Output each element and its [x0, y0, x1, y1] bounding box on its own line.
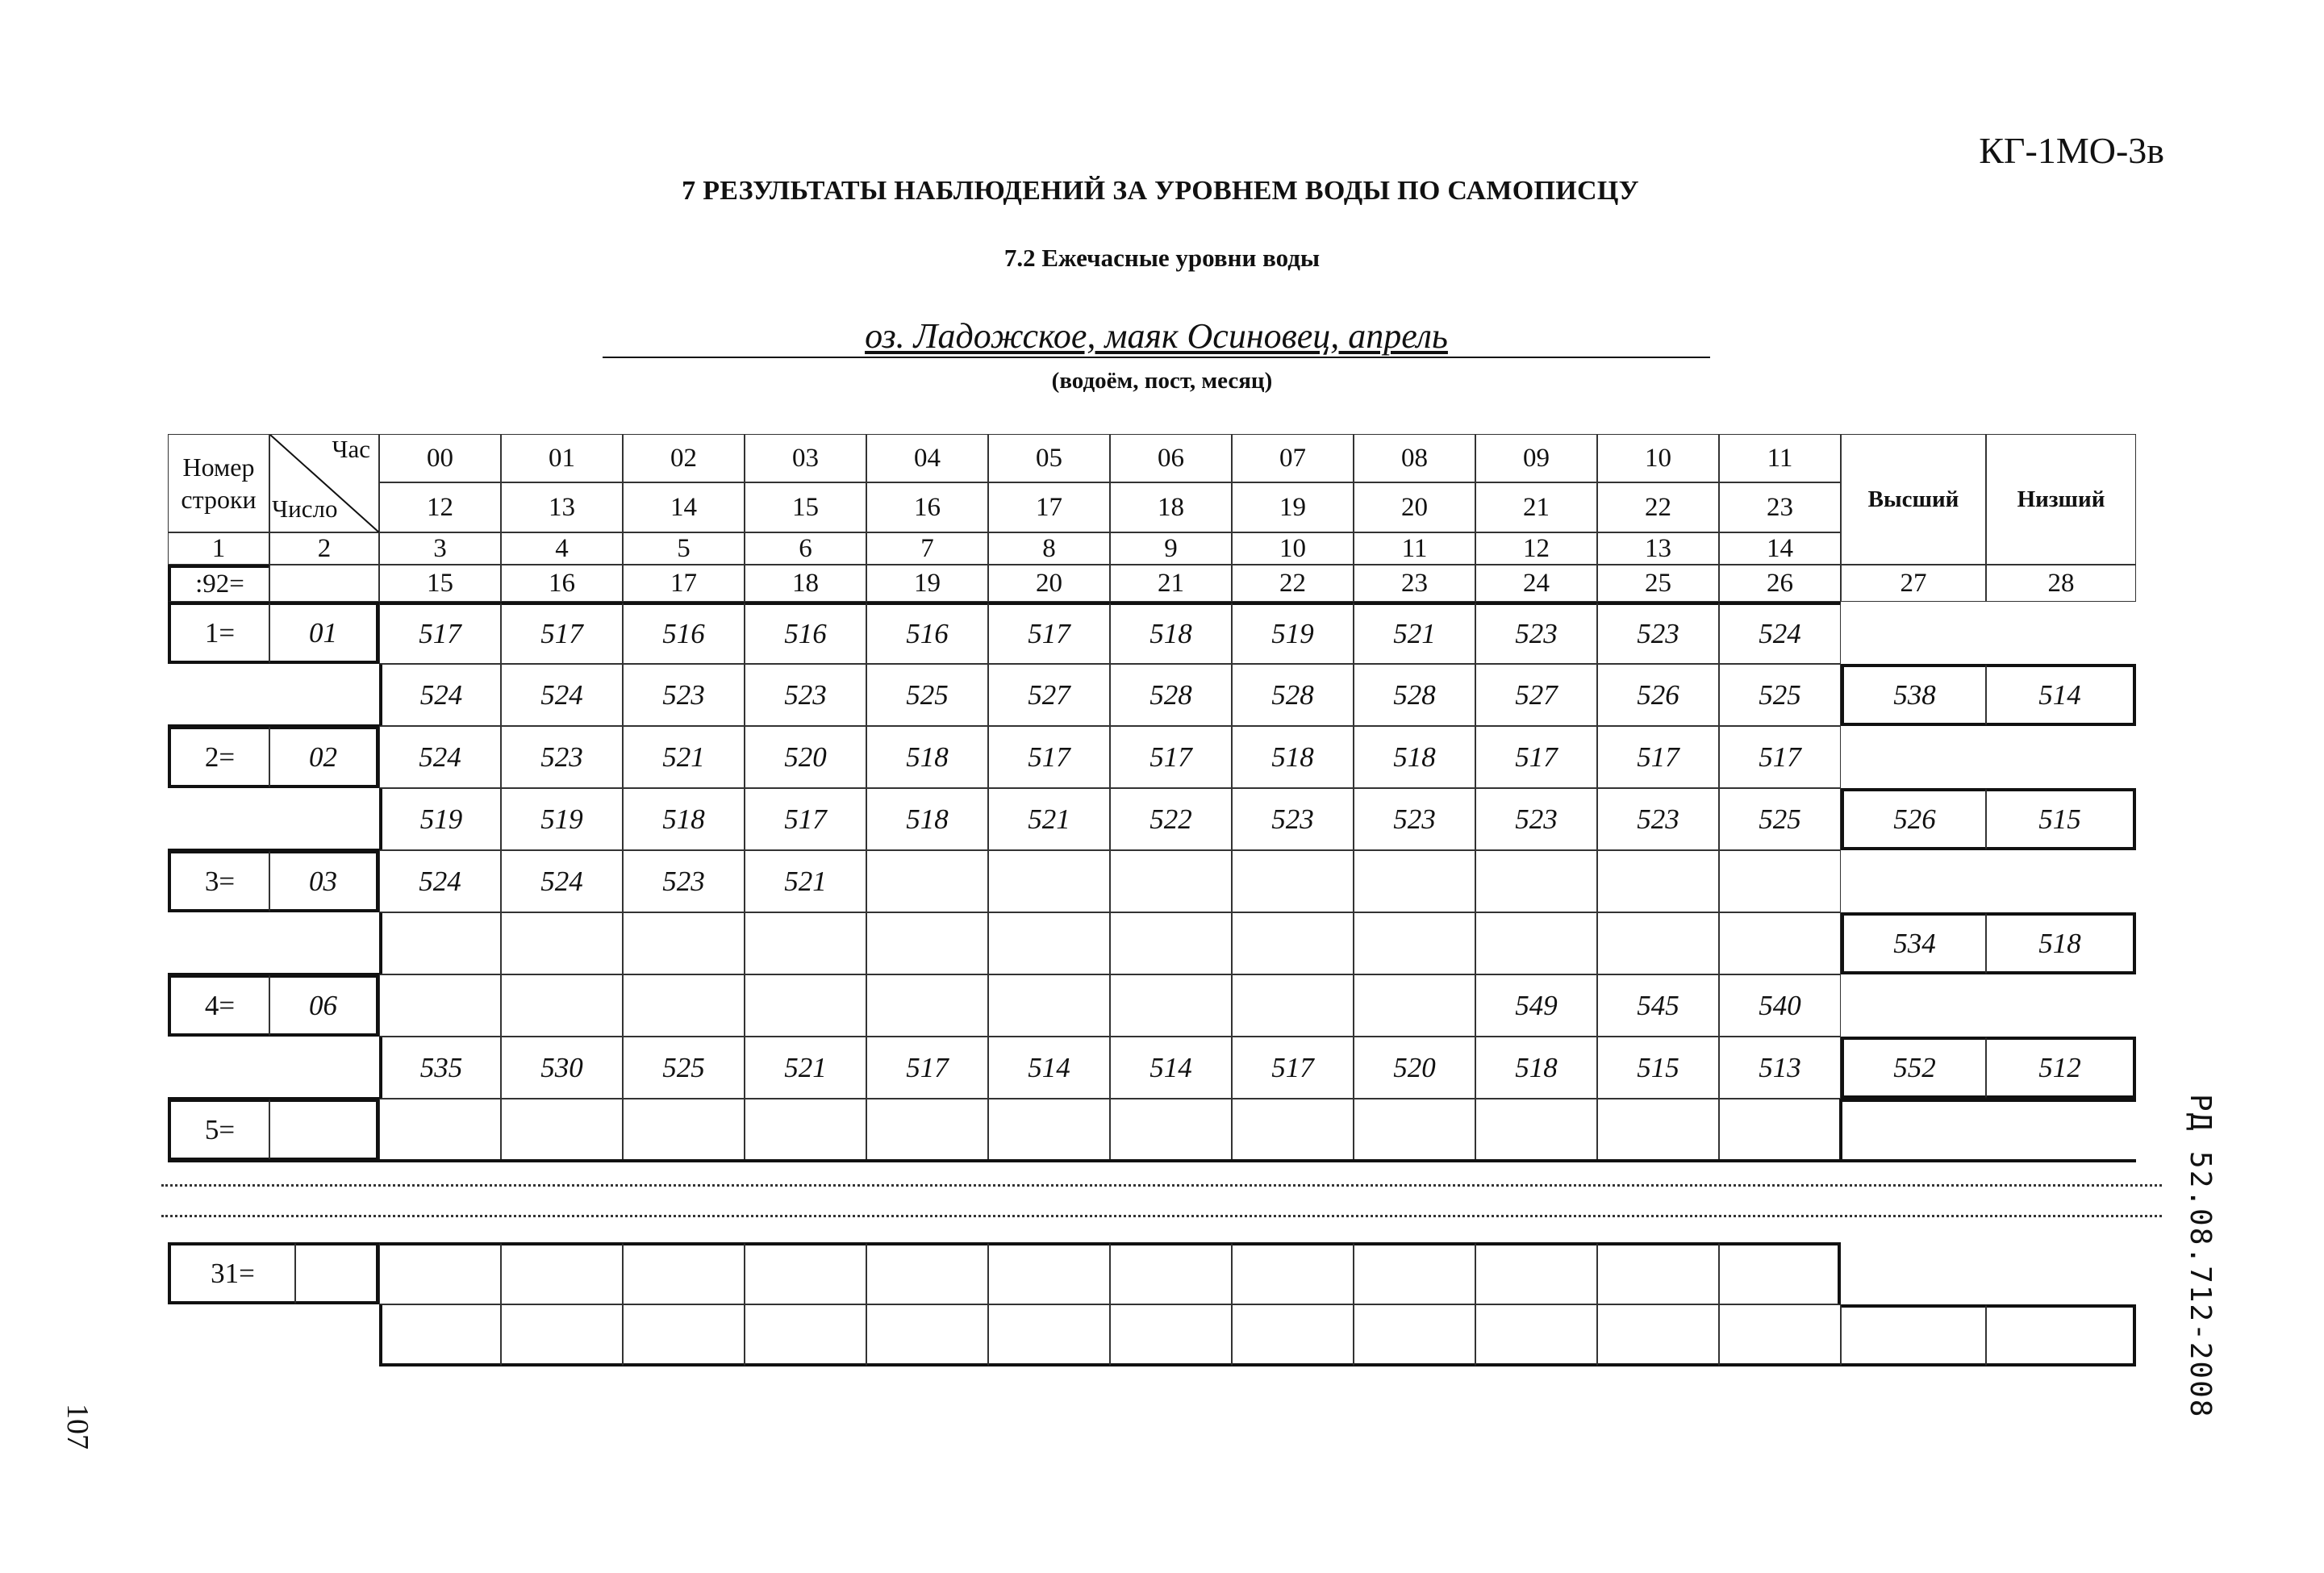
table-rule — [1839, 1099, 1842, 1161]
hour-value: 525 — [866, 664, 988, 726]
hour-value: 524 — [379, 726, 501, 788]
hour-value: 517 — [1232, 1037, 1354, 1099]
hour-value: 516 — [745, 602, 866, 664]
hour-value — [1719, 850, 1841, 912]
column-number: 28 — [1986, 565, 2136, 602]
hour-value: 517 — [1475, 726, 1597, 788]
hour-value: 528 — [1110, 664, 1232, 726]
row-day: 03 — [269, 850, 379, 912]
hour-value: 521 — [1354, 602, 1475, 664]
hour-value — [1719, 1099, 1841, 1161]
hour-value — [1597, 1304, 1719, 1366]
hour-value — [1354, 1099, 1475, 1161]
hour-value — [1719, 912, 1841, 974]
row-day — [295, 1242, 379, 1304]
header-min: Низший — [1986, 434, 2136, 565]
hour-value — [1354, 974, 1475, 1037]
hour-value — [1110, 912, 1232, 974]
hour-value: 517 — [1719, 726, 1841, 788]
column-number: 20 — [988, 565, 1110, 602]
header-hour-top: 08 — [1354, 434, 1475, 482]
hour-value — [1597, 850, 1719, 912]
column-number: 27 — [1841, 565, 1986, 602]
column-number: 22 — [1232, 565, 1354, 602]
hour-value: 525 — [1719, 788, 1841, 850]
station-field — [603, 316, 1710, 358]
hour-value: 523 — [1475, 788, 1597, 850]
header-hour-label: Час — [332, 435, 370, 463]
hour-value — [379, 1099, 501, 1161]
header-hour-bottom: 13 — [501, 482, 623, 532]
station-caption: (водоём, пост, месяц) — [1051, 368, 1273, 394]
header-hour-bottom: 19 — [1232, 482, 1354, 532]
row-line-number: 5= — [168, 1099, 269, 1161]
hour-value — [1719, 1242, 1841, 1304]
hour-value: 514 — [988, 1037, 1110, 1099]
hour-value — [1475, 1242, 1597, 1304]
max-value: 526 — [1841, 788, 1986, 850]
column-number: 12 — [1475, 532, 1597, 565]
hour-value — [501, 974, 623, 1037]
column-number: 1 — [168, 532, 269, 565]
form-code: КГ-1МО-3в — [1979, 130, 2164, 171]
hour-value: 517 — [866, 1037, 988, 1099]
column-number: 16 — [501, 565, 623, 602]
hour-value: 518 — [1110, 602, 1232, 664]
column-number: 13 — [1597, 532, 1719, 565]
hour-value — [745, 912, 866, 974]
column-number — [269, 565, 379, 602]
header-hour-day — [269, 434, 379, 532]
hour-value — [1597, 1242, 1719, 1304]
hour-value — [1110, 850, 1232, 912]
page-number: 107 — [60, 1404, 94, 1450]
hour-value: 516 — [866, 602, 988, 664]
hour-value: 514 — [1110, 1037, 1232, 1099]
hour-value — [866, 1242, 988, 1304]
hour-value: 519 — [501, 788, 623, 850]
column-number: 19 — [866, 565, 988, 602]
header-hour-bottom: 18 — [1110, 482, 1232, 532]
hour-value: 521 — [988, 788, 1110, 850]
hour-value — [1232, 850, 1354, 912]
column-number: 9 — [1110, 532, 1232, 565]
hour-value: 518 — [866, 726, 988, 788]
row-line-number: 31= — [168, 1242, 295, 1304]
header-hour-top: 03 — [745, 434, 866, 482]
min-value — [1986, 1304, 2136, 1366]
column-number: 4 — [501, 532, 623, 565]
hour-value — [988, 1304, 1110, 1366]
hour-value — [1475, 912, 1597, 974]
hour-value: 523 — [1354, 788, 1475, 850]
header-hour-top: 04 — [866, 434, 988, 482]
hour-value: 517 — [379, 602, 501, 664]
column-number: 2 — [269, 532, 379, 565]
column-number: 8 — [988, 532, 1110, 565]
row-day — [269, 1099, 379, 1161]
hour-value — [379, 1304, 501, 1366]
header-hour-bottom: 16 — [866, 482, 988, 532]
hour-value: 517 — [988, 726, 1110, 788]
hour-value: 521 — [623, 726, 745, 788]
omission-dotted-line — [161, 1215, 2162, 1217]
column-number: 26 — [1719, 565, 1841, 602]
hour-value: 528 — [1354, 664, 1475, 726]
column-number: 23 — [1354, 565, 1475, 602]
header-hour-bottom: 22 — [1597, 482, 1719, 532]
header-hour-top: 01 — [501, 434, 623, 482]
hour-value — [866, 1099, 988, 1161]
hour-value — [866, 1304, 988, 1366]
row-day: 02 — [269, 726, 379, 788]
min-value: 518 — [1986, 912, 2136, 974]
table-rule — [1841, 1099, 2136, 1102]
station-value: оз. Ладожское, маяк Осиновец, апрель — [865, 316, 1448, 356]
hour-value — [623, 1304, 745, 1366]
hour-value: 518 — [866, 788, 988, 850]
row-line-number: 3= — [168, 850, 269, 912]
hour-value — [1719, 1304, 1841, 1366]
min-value: 514 — [1986, 664, 2136, 726]
hour-value: 517 — [988, 602, 1110, 664]
hour-value — [1110, 1242, 1232, 1304]
header-hour-top: 02 — [623, 434, 745, 482]
hour-value: 518 — [1475, 1037, 1597, 1099]
hour-value — [1110, 974, 1232, 1037]
header-hour-bottom: 12 — [379, 482, 501, 532]
hour-value: 521 — [745, 850, 866, 912]
hour-value — [1354, 1304, 1475, 1366]
hour-value — [1597, 1099, 1719, 1161]
hour-value: 523 — [501, 726, 623, 788]
hour-value — [623, 974, 745, 1037]
hour-value: 518 — [1354, 726, 1475, 788]
row-line-number: 1= — [168, 602, 269, 664]
column-number: 21 — [1110, 565, 1232, 602]
column-number: 15 — [379, 565, 501, 602]
hour-value: 513 — [1719, 1037, 1841, 1099]
hour-value: 525 — [1719, 664, 1841, 726]
header-day-label: Число — [272, 494, 338, 523]
hour-value: 523 — [623, 850, 745, 912]
hour-value — [1475, 1304, 1597, 1366]
header-hour-top: 00 — [379, 434, 501, 482]
hour-value: 524 — [379, 850, 501, 912]
hour-value: 545 — [1597, 974, 1719, 1037]
hour-value — [1354, 1242, 1475, 1304]
omission-dotted-line — [161, 1184, 2162, 1187]
max-value: 538 — [1841, 664, 1986, 726]
hour-value: 521 — [745, 1037, 866, 1099]
hour-value — [988, 912, 1110, 974]
hour-value: 540 — [1719, 974, 1841, 1037]
header-row-number — [168, 434, 269, 532]
hour-value: 519 — [1232, 602, 1354, 664]
hour-value: 517 — [1597, 726, 1719, 788]
hour-value: 527 — [1475, 664, 1597, 726]
column-number: 10 — [1232, 532, 1354, 565]
header-row-number-text: Номер строки — [181, 453, 257, 514]
section-title — [0, 176, 2324, 207]
hour-value — [501, 1304, 623, 1366]
hour-value: 526 — [1597, 664, 1719, 726]
column-number: 24 — [1475, 565, 1597, 602]
record-code-cell: :92= — [168, 565, 269, 602]
header-hour-top: 07 — [1232, 434, 1354, 482]
hour-value — [745, 1099, 866, 1161]
hour-value — [501, 912, 623, 974]
row-day: 01 — [269, 602, 379, 664]
hour-value: 523 — [745, 664, 866, 726]
hour-value — [866, 912, 988, 974]
hour-value — [745, 1304, 866, 1366]
column-number: 5 — [623, 532, 745, 565]
header-hour-top: 06 — [1110, 434, 1232, 482]
hour-value — [623, 912, 745, 974]
header-hour-bottom: 17 — [988, 482, 1110, 532]
hour-value — [866, 974, 988, 1037]
hour-value: 524 — [1719, 602, 1841, 664]
hour-value: 522 — [1110, 788, 1232, 850]
header-hour-bottom: 23 — [1719, 482, 1841, 532]
hour-value — [1232, 974, 1354, 1037]
hour-value — [988, 850, 1110, 912]
column-number: 25 — [1597, 565, 1719, 602]
hour-value: 517 — [745, 788, 866, 850]
hour-value: 520 — [745, 726, 866, 788]
hour-value: 535 — [379, 1037, 501, 1099]
hour-value: 518 — [1232, 726, 1354, 788]
min-value: 515 — [1986, 788, 2136, 850]
hour-value — [988, 1099, 1110, 1161]
header-hour-bottom: 20 — [1354, 482, 1475, 532]
hour-value: 523 — [1597, 602, 1719, 664]
hour-value — [1597, 912, 1719, 974]
hour-value — [1354, 912, 1475, 974]
hour-value: 530 — [501, 1037, 623, 1099]
hour-value — [623, 1242, 745, 1304]
hour-value — [988, 1242, 1110, 1304]
hour-value — [1475, 1099, 1597, 1161]
header-hour-bottom: 21 — [1475, 482, 1597, 532]
hour-value: 518 — [623, 788, 745, 850]
hour-value — [988, 974, 1110, 1037]
max-value: 552 — [1841, 1037, 1986, 1099]
header-hour-top: 05 — [988, 434, 1110, 482]
hour-value: 523 — [1475, 602, 1597, 664]
hour-value — [1110, 1099, 1232, 1161]
hour-value — [1232, 1099, 1354, 1161]
hour-value — [623, 1099, 745, 1161]
header-hour-top: 10 — [1597, 434, 1719, 482]
hour-value: 527 — [988, 664, 1110, 726]
column-number: 17 — [623, 565, 745, 602]
hour-value: 524 — [379, 664, 501, 726]
hour-value — [379, 912, 501, 974]
hour-value — [501, 1099, 623, 1161]
hour-value — [1232, 1304, 1354, 1366]
hour-value: 523 — [623, 664, 745, 726]
hour-value — [1354, 850, 1475, 912]
hour-value — [1232, 912, 1354, 974]
row-day: 06 — [269, 974, 379, 1037]
column-number: 3 — [379, 532, 501, 565]
hour-value: 519 — [379, 788, 501, 850]
max-value: 534 — [1841, 912, 1986, 974]
hour-value — [1232, 1242, 1354, 1304]
section-title-text: 7 РЕЗУЛЬТАТЫ НАБЛЮДЕНИЙ ЗА УРОВНЕМ ВОДЫ ПО САМОПИСЦУ — [682, 176, 1639, 206]
hour-value: 525 — [623, 1037, 745, 1099]
hour-value — [1475, 850, 1597, 912]
hour-value: 523 — [1597, 788, 1719, 850]
header-hour-bottom: 14 — [623, 482, 745, 532]
row-line-number: 4= — [168, 974, 269, 1037]
hour-value: 515 — [1597, 1037, 1719, 1099]
document-code: РД 52.08.712-2008 — [2184, 1094, 2217, 1419]
hour-value: 524 — [501, 850, 623, 912]
hour-value — [379, 1242, 501, 1304]
hour-value — [745, 1242, 866, 1304]
row-line-number: 2= — [168, 726, 269, 788]
column-number: 6 — [745, 532, 866, 565]
header-hour-bottom: 15 — [745, 482, 866, 532]
hour-value: 517 — [501, 602, 623, 664]
column-number: 14 — [1719, 532, 1841, 565]
hour-value — [379, 974, 501, 1037]
hour-value: 520 — [1354, 1037, 1475, 1099]
min-value: 512 — [1986, 1037, 2136, 1099]
max-value — [1841, 1304, 1986, 1366]
hour-value — [866, 850, 988, 912]
subsection-title: 7.2 Ежечасные уровни воды — [1003, 244, 1321, 272]
hour-value — [1110, 1304, 1232, 1366]
header-max: Высший — [1841, 434, 1986, 565]
hour-value: 517 — [1110, 726, 1232, 788]
column-number: 18 — [745, 565, 866, 602]
hour-value: 524 — [501, 664, 623, 726]
header-hour-top: 09 — [1475, 434, 1597, 482]
hour-value — [745, 974, 866, 1037]
column-number: 11 — [1354, 532, 1475, 565]
hour-value: 528 — [1232, 664, 1354, 726]
hour-value: 549 — [1475, 974, 1597, 1037]
hour-value: 523 — [1232, 788, 1354, 850]
hour-value — [501, 1242, 623, 1304]
hour-value: 516 — [623, 602, 745, 664]
column-number: 7 — [866, 532, 988, 565]
header-hour-top: 11 — [1719, 434, 1841, 482]
